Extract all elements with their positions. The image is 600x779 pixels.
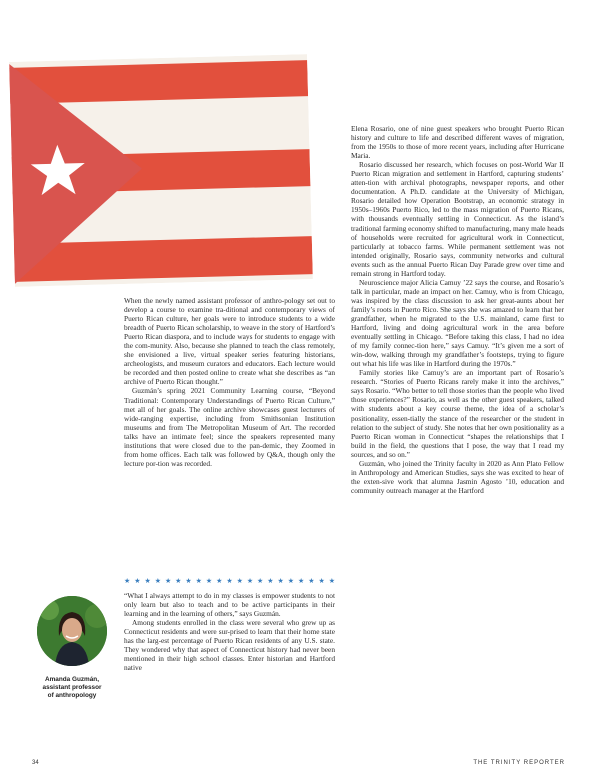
body-paragraph: Guzmán’s spring 2021 Community Learning course, “Beyond Traditional: Contemporary Understandings of Puerto Rican Culture,” met all of her goals. The online archive showcases guest lecturers of wide-ranging expertise, including from Smithsonian Institution museums and from The Metropolitan Museum of Art. The recorded talks have an intimate feel; since the speakers represented many institutions that were closed due to the pan-demic, they Zoomed in from home offices. Each talk was followed by Q&A, though only the lecture por-tion was recorded. xyxy=(124,386,335,468)
body-paragraph: When the newly named assistant professor of anthro-pology set out to develop a course to examine tra-ditional and contemporary views of Puerto Rican culture, her goals were to introduce students to a wide breadth of Puerto Rican scholarship, to weave in the story of Hartford’s Puerto Rican diaspora, and to include ways for students to engage with the com-munity. Also, because she planned to teach the class remotely, she envisioned a live, virtual speaker series featuring historians, archeologists, and museum curators and educators. Each lecture would be recorded and then posted online to create what she describes as “an archive of Puerto Rican thought.” xyxy=(124,296,335,387)
star-icon: ★ xyxy=(318,577,325,585)
star-icon: ★ xyxy=(164,577,172,585)
caption-name: Amanda Guzmán, xyxy=(45,676,99,683)
article-right-column xyxy=(351,124,564,495)
star-icon: ★ xyxy=(134,577,141,585)
star-icon: ★ xyxy=(287,577,295,585)
star-icon: ★ xyxy=(297,577,305,585)
article-left-column xyxy=(124,296,335,468)
page-number: 34 xyxy=(32,760,39,766)
star-icon: ★ xyxy=(328,577,335,585)
body-paragraph: Among students enrolled in the class were several who grew up as Connecticut residents and were sur-prised to learn that their home state has the larg-est percentage of Puerto Rican residents of any U.S. state. They wondered why that aspect of Connecticut history had never been mentioned in their high school classes. Enter historian and Hartford native xyxy=(124,618,335,673)
body-paragraph: Rosario discussed her research, which focuses on post-World War II Puerto Rican migration and settlement in Hartford, capturing students’ atten-tion with archival photographs, newspaper reports, and other documentation. A Ph.D. candidate at the University of Michigan, Rosario detailed how Operation Bootstrap, an economic strategy in 1950s–1960s Puerto Rico, led to the mass migration of Puerto Ricans, with thousands eventually settling in Connecticut. As the island’s traditional farming economy shifted to manufacturing, many male heads of households were recruited for agricultural work in Connecticut, particularly at tobacco farms. While permanent settlement was not intended originally, Rosario says, community networks and cultural events such as the annual Puerto Rican Day Parade grew over time and remain strong in Hartford today. xyxy=(351,160,564,278)
publication-name: THE TRINITY REPORTER xyxy=(473,760,565,766)
portrait-illustration xyxy=(37,596,107,666)
star-icon: ★ xyxy=(124,577,131,585)
star-icon: ★ xyxy=(267,577,274,585)
caption-title-line-1: assistant professor xyxy=(42,684,102,691)
portrait-caption xyxy=(30,676,114,700)
star-icon: ★ xyxy=(236,577,243,585)
star-icon: ★ xyxy=(308,577,315,585)
author-portrait-photo xyxy=(37,596,107,666)
star-icon: ★ xyxy=(277,577,284,585)
body-paragraph: Guzmán, who joined the Trinity faculty in 2020 as Ann Plato Fellow in Anthropology and American Studies, says she was excited to hear of the exten-sive work that alumna Jasmin Agosto ’10, education and community outreach manager at the Hartford xyxy=(351,458,564,495)
star-icon: ★ xyxy=(216,577,223,585)
article-left-column-continued xyxy=(124,591,335,672)
puerto-rico-flag-illustration xyxy=(9,54,313,287)
star-divider xyxy=(124,578,335,585)
star-icon: ★ xyxy=(246,577,254,585)
star-icon: ★ xyxy=(226,577,233,585)
body-paragraph: Elena Rosario, one of nine guest speakers who brought Puerto Rican history and culture to life and described different waves of migration, from the 1950s to those of more recent years, including after Hurricane Maria. xyxy=(351,124,564,161)
body-paragraph: “What I always attempt to do in my classes is empower students to not only learn but also to teach and to be active participants in their learning and in the learning of others,” says Guzmán. xyxy=(124,591,335,619)
star-icon: ★ xyxy=(154,577,161,585)
body-paragraph: Family stories like Camuy’s are an important part of Rosario’s research. “Stories of Puerto Ricans rarely make it into the archives,” says Rosario. “Who better to tell those stories than the people who lived those experiences?” Rosario, as well as the other guest speakers, talked with students about a key course theme, the idea of a scholar’s positionality, essen-tially the stance of the researcher or the student in relation to the subject of study. She notes that her own positionality as a Puerto Rican woman in Connecticut “shapes the relationships that I build in the field, the questions that I pose, the way that I read my sources, and so on.” xyxy=(351,368,564,459)
caption-title-line-2: of anthropology xyxy=(47,692,97,699)
star-icon: ★ xyxy=(185,577,192,585)
star-icon: ★ xyxy=(257,577,264,585)
body-paragraph: Neuroscience major Alicia Camuy ’22 says the course, and Rosario’s talk in particular, made an impact on her. Camuy, who is from Chicago, was inspired by the class discussion to ask her great-aunts about her family’s roots in Puerto Rico. She says she was amazed to learn that her grandfather, when he migrated to the U.S. mainland, came first to Hartford, living and doing agricultural work in the area before eventually settling in Chicago. “Before taking this class, I had no idea of my family connec-tion here,” says Camuy. “It’s given me a sort of win-dow, walking through my grandfather’s footsteps, trying to figure out what his life was like in Hartford during the 1970s.” xyxy=(351,277,564,369)
star-icon: ★ xyxy=(195,577,202,585)
star-icon: ★ xyxy=(144,577,151,585)
star-icon: ★ xyxy=(205,577,213,585)
star-icon: ★ xyxy=(175,577,182,585)
